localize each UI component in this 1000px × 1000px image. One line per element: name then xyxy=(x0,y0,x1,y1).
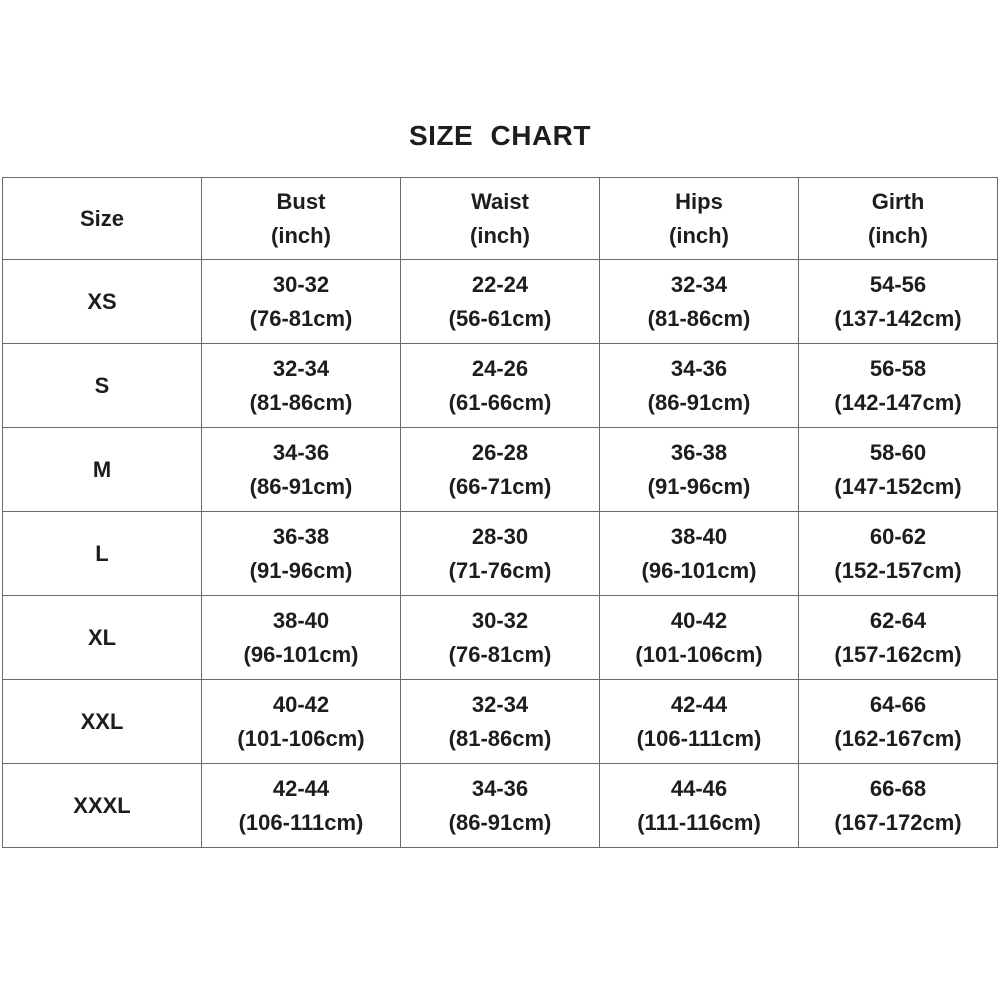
column-unit: (inch) xyxy=(669,222,729,248)
cm-value: (86-91cm) xyxy=(249,473,353,499)
hips-cell xyxy=(600,428,799,512)
inch-value: 38-40 xyxy=(670,523,728,549)
cm-value: (76-81cm) xyxy=(448,641,552,667)
waist-cell xyxy=(401,260,600,344)
hips-cell xyxy=(600,596,799,680)
size-cell: L xyxy=(3,512,202,596)
cm-value: (81-86cm) xyxy=(647,305,751,331)
cm-value: (91-96cm) xyxy=(647,473,751,499)
cm-value: (111-116cm) xyxy=(637,809,761,835)
bust-cell xyxy=(202,596,401,680)
bust-cell xyxy=(202,260,401,344)
page-title: SIZE CHART xyxy=(409,120,591,151)
size-cell: XL xyxy=(3,596,202,680)
cm-value: (56-61cm) xyxy=(448,305,552,331)
column-label: Girth xyxy=(871,188,925,214)
inch-value: 28-30 xyxy=(471,523,529,549)
inch-value: 40-42 xyxy=(272,691,330,717)
inch-value: 22-24 xyxy=(471,271,529,297)
inch-value: 44-46 xyxy=(670,775,728,801)
waist-cell xyxy=(401,428,600,512)
waist-cell xyxy=(401,764,600,848)
waist-cell xyxy=(401,344,600,428)
column-unit: (inch) xyxy=(271,222,331,248)
table-row-xs xyxy=(3,260,998,344)
cm-value: (61-66cm) xyxy=(448,389,552,415)
cm-value: (147-152cm) xyxy=(834,473,962,499)
inch-value: 40-42 xyxy=(670,607,728,633)
inch-value: 32-34 xyxy=(670,271,728,297)
inch-value: 30-32 xyxy=(471,607,529,633)
cm-value: (66-71cm) xyxy=(448,473,552,499)
bust-cell xyxy=(202,680,401,764)
size-cell: XS xyxy=(3,260,202,344)
bust-cell xyxy=(202,344,401,428)
bust-cell xyxy=(202,764,401,848)
bust-cell xyxy=(202,512,401,596)
inch-value: 42-44 xyxy=(670,691,728,717)
cm-value: (86-91cm) xyxy=(647,389,751,415)
col-header-girth xyxy=(799,178,998,260)
col-header-hips xyxy=(600,178,799,260)
table-row-m xyxy=(3,428,998,512)
inch-value: 32-34 xyxy=(471,691,529,717)
table-row-xl xyxy=(3,596,998,680)
cm-value: (142-147cm) xyxy=(834,389,962,415)
column-label: Waist xyxy=(471,188,529,214)
inch-value: 42-44 xyxy=(272,775,330,801)
inch-value: 36-38 xyxy=(272,523,330,549)
waist-cell xyxy=(401,680,600,764)
hips-cell xyxy=(600,344,799,428)
bust-cell xyxy=(202,428,401,512)
hips-cell xyxy=(600,260,799,344)
girth-cell xyxy=(799,512,998,596)
inch-value: 30-32 xyxy=(272,271,330,297)
cm-value: (86-91cm) xyxy=(448,809,552,835)
cm-value: (91-96cm) xyxy=(249,557,353,583)
inch-value: 64-66 xyxy=(869,691,927,717)
table-row-s xyxy=(3,344,998,428)
cm-value: (81-86cm) xyxy=(448,725,552,751)
column-label: Size xyxy=(79,205,125,231)
cm-value: (157-162cm) xyxy=(834,641,962,667)
waist-cell xyxy=(401,512,600,596)
hips-cell xyxy=(600,764,799,848)
column-unit: (inch) xyxy=(470,222,530,248)
inch-value: 34-36 xyxy=(272,439,330,465)
col-header-waist xyxy=(401,178,600,260)
inch-value: 54-56 xyxy=(869,271,927,297)
cm-value: (106-111cm) xyxy=(238,809,364,835)
column-label: Bust xyxy=(276,188,326,214)
inch-value: 58-60 xyxy=(869,439,927,465)
table-row-xxxl xyxy=(3,764,998,848)
cm-value: (106-111cm) xyxy=(636,725,762,751)
cm-value: (81-86cm) xyxy=(249,389,353,415)
cm-value: (96-101cm) xyxy=(641,557,757,583)
inch-value: 36-38 xyxy=(670,439,728,465)
girth-cell xyxy=(799,260,998,344)
col-header-size xyxy=(3,178,202,260)
cm-value: (101-106cm) xyxy=(635,641,763,667)
cm-value: (76-81cm) xyxy=(249,305,353,331)
size-cell: S xyxy=(3,344,202,428)
hips-cell xyxy=(600,512,799,596)
header-row xyxy=(3,178,998,260)
girth-cell xyxy=(799,344,998,428)
cm-value: (152-157cm) xyxy=(834,557,962,583)
table-row-l xyxy=(3,512,998,596)
girth-cell xyxy=(799,596,998,680)
inch-value: 62-64 xyxy=(869,607,927,633)
table-row-xxl xyxy=(3,680,998,764)
column-label: Hips xyxy=(675,188,723,214)
col-header-bust xyxy=(202,178,401,260)
inch-value: 60-62 xyxy=(869,523,927,549)
inch-value: 26-28 xyxy=(471,439,529,465)
inch-value: 32-34 xyxy=(272,355,330,381)
inch-value: 38-40 xyxy=(272,607,330,633)
cm-value: (101-106cm) xyxy=(237,725,365,751)
girth-cell xyxy=(799,428,998,512)
hips-cell xyxy=(600,680,799,764)
cm-value: (167-172cm) xyxy=(834,809,962,835)
cm-value: (96-101cm) xyxy=(243,641,359,667)
waist-cell xyxy=(401,596,600,680)
size-chart-table xyxy=(2,177,998,848)
size-cell: M xyxy=(3,428,202,512)
cm-value: (71-76cm) xyxy=(448,557,552,583)
inch-value: 66-68 xyxy=(869,775,927,801)
inch-value: 34-36 xyxy=(670,355,728,381)
cm-value: (162-167cm) xyxy=(834,725,962,751)
column-unit: (inch) xyxy=(868,222,928,248)
inch-value: 56-58 xyxy=(869,355,927,381)
inch-value: 24-26 xyxy=(471,355,529,381)
cm-value: (137-142cm) xyxy=(834,305,962,331)
size-cell: XXL xyxy=(3,680,202,764)
size-cell: XXXL xyxy=(3,764,202,848)
girth-cell xyxy=(799,764,998,848)
girth-cell xyxy=(799,680,998,764)
inch-value: 34-36 xyxy=(471,775,529,801)
